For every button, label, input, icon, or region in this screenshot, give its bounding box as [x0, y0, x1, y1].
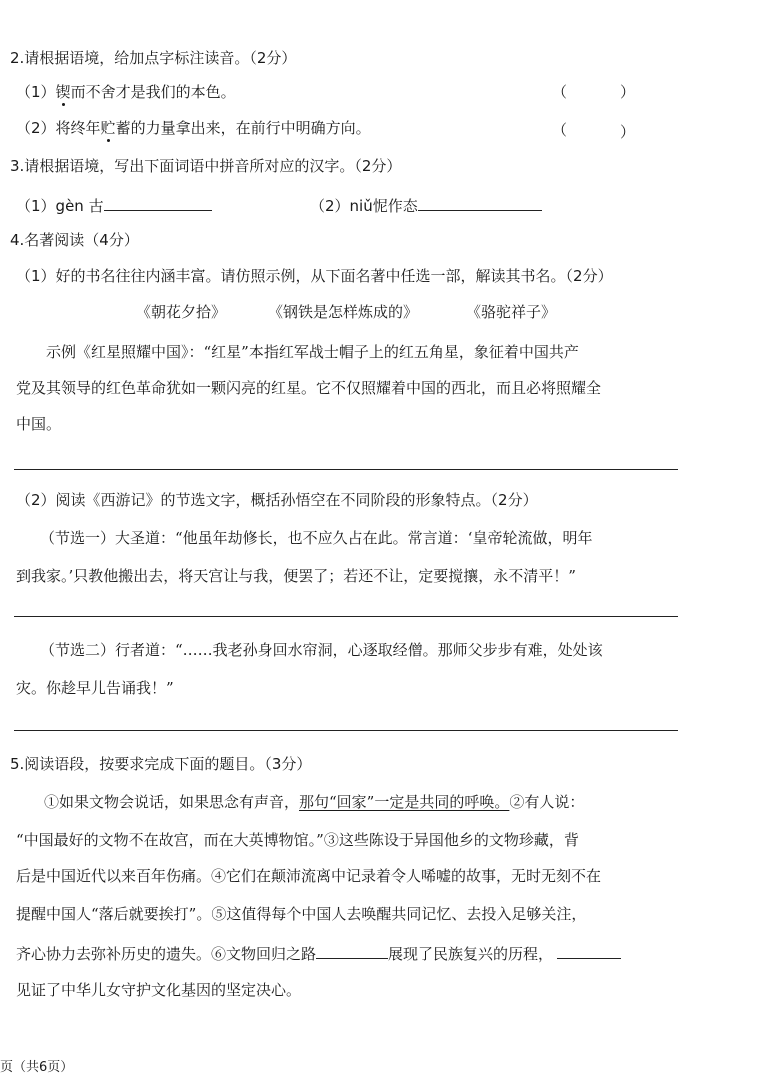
q4-book-3: 《骆驼祥子》 [466, 303, 557, 321]
q4-title: 4.名著阅读（4分） [10, 231, 139, 249]
q5-paragraph-line-2: “中国最好的文物不在故宫，而在大英博物馆。”③这些陈设于异国他乡的文物珍藏，背 [16, 831, 579, 849]
q2-title: 2.请根据语境，给加点字标注读音。（2分） [10, 49, 297, 67]
q2-item-2-dotted-char: 贮 [100, 119, 116, 137]
q2-item-1-answer-left: （ [552, 83, 568, 101]
q5-sentence-2-start: ②有人说： [509, 793, 585, 811]
q4-excerpt-2-answer-line[interactable] [14, 730, 678, 731]
q5-blank-1[interactable] [316, 942, 388, 959]
q5-paragraph-line-4: 提醒中国人“落后就要挨打”。⑤这值得每个中国人去唤醒共同记忆、去投入足够关注， [16, 905, 587, 923]
q3-item-2 [310, 194, 542, 216]
q2-item-2 [16, 118, 371, 138]
q3-item-1-answer-blank[interactable] [104, 194, 212, 211]
q4-excerpt-1-line-1: （节选一）大圣道：“他虽年劫修长，也不应久占在此。常言道：‘皇帝轮流做，明年 [40, 529, 593, 547]
q2-item-2-answer-right: ） [620, 123, 636, 141]
q4-example-line-1: 示例《红星照耀中国》：“红星”本指红军战士帽子上的红五角星，象征着中国共产 [46, 343, 579, 361]
q3-item-1-text: （1）gèn 古 [16, 197, 104, 215]
q3-item-2-text: （2）niǔ怩作态 [310, 197, 418, 215]
q2-item-1-dotted-char: 锲 [55, 83, 71, 101]
q3-item-1 [16, 194, 212, 216]
q2-item-1 [16, 82, 236, 102]
q2-item-1-text: 而不舍才是我们的本色。 [70, 83, 236, 101]
q4-sub2-prompt: （2）阅读《西游记》的节选文字，概括孙悟空在不同阶段的形象特点。（2分） [16, 491, 538, 509]
q4-book-1: 《朝花夕拾》 [136, 303, 227, 321]
q4-excerpt-1-line-2: 到我家。’只教他搬出去，将天宫让与我，便罢了；若还不让，定要搅攘，永不清平！” [16, 567, 576, 585]
q5-paragraph-line-5 [16, 942, 621, 964]
q5-line-5-text: 齐心协力去弥补历史的遗失。⑥文物回归之路 [16, 945, 317, 963]
q3-title: 3.请根据语境，写出下面词语中拼音所对应的汉字。（2分） [10, 157, 402, 175]
q2-item-1-number: （1） [16, 83, 56, 101]
q5-paragraph-line-6: 见证了中华儿女守护文化基因的坚定决心。 [16, 981, 302, 999]
q4-example-line-3: 中国。 [16, 415, 62, 433]
q2-item-2-answer-left: （ [552, 121, 568, 139]
q5-blank-2[interactable] [557, 942, 621, 959]
q5-title: 5.阅读语段，按要求完成下面的题目。（3分） [10, 755, 312, 773]
q5-underlined-sentence: 那句“回家”一定是共同的呼唤。 [299, 793, 510, 811]
q5-line-5-middle: 展现了民族复兴的历程， [388, 945, 554, 963]
q5-paragraph-line-3: 后是中国近代以来百年伤痛。④它们在颠沛流离中记录着令人唏嘘的故事，无时无刻不在 [16, 867, 602, 885]
q4-excerpt-2-line-2: 灾。你趁早儿告诵我！” [16, 679, 174, 697]
q5-sentence-1-start: ①如果文物会说话，如果思念有声音， [44, 793, 300, 811]
q2-item-1-answer-right: ） [620, 83, 636, 101]
q5-paragraph-line-1 [44, 792, 584, 812]
q4-sub1-prompt: （1）好的书名往往内涵丰富。请仿照示例，从下面名著中任选一部，解读其书名。（2分） [16, 267, 613, 285]
page-footer: 页（共6页） [0, 1060, 74, 1075]
q4-excerpt-1-answer-line[interactable] [14, 616, 678, 617]
q2-item-2-prefix: （2）将终年 [16, 119, 101, 137]
q4-sub1-answer-line[interactable] [14, 469, 678, 470]
q4-book-2: 《钢铁是怎样炼成的》 [268, 303, 419, 321]
q3-item-2-answer-blank[interactable] [418, 194, 542, 211]
q4-excerpt-2-line-1: （节选二）行者道：“……我老孙身回水帘洞，心逐取经僧。那师父步步有难，处处该 [40, 641, 603, 659]
q2-item-2-text: 蓄的力量拿出来，在前行中明确方向。 [115, 119, 371, 137]
q4-example-line-2: 党及其领导的红色革命犹如一颗闪亮的红星。它不仅照耀着中国的西北，而且必将照耀全 [16, 379, 602, 397]
